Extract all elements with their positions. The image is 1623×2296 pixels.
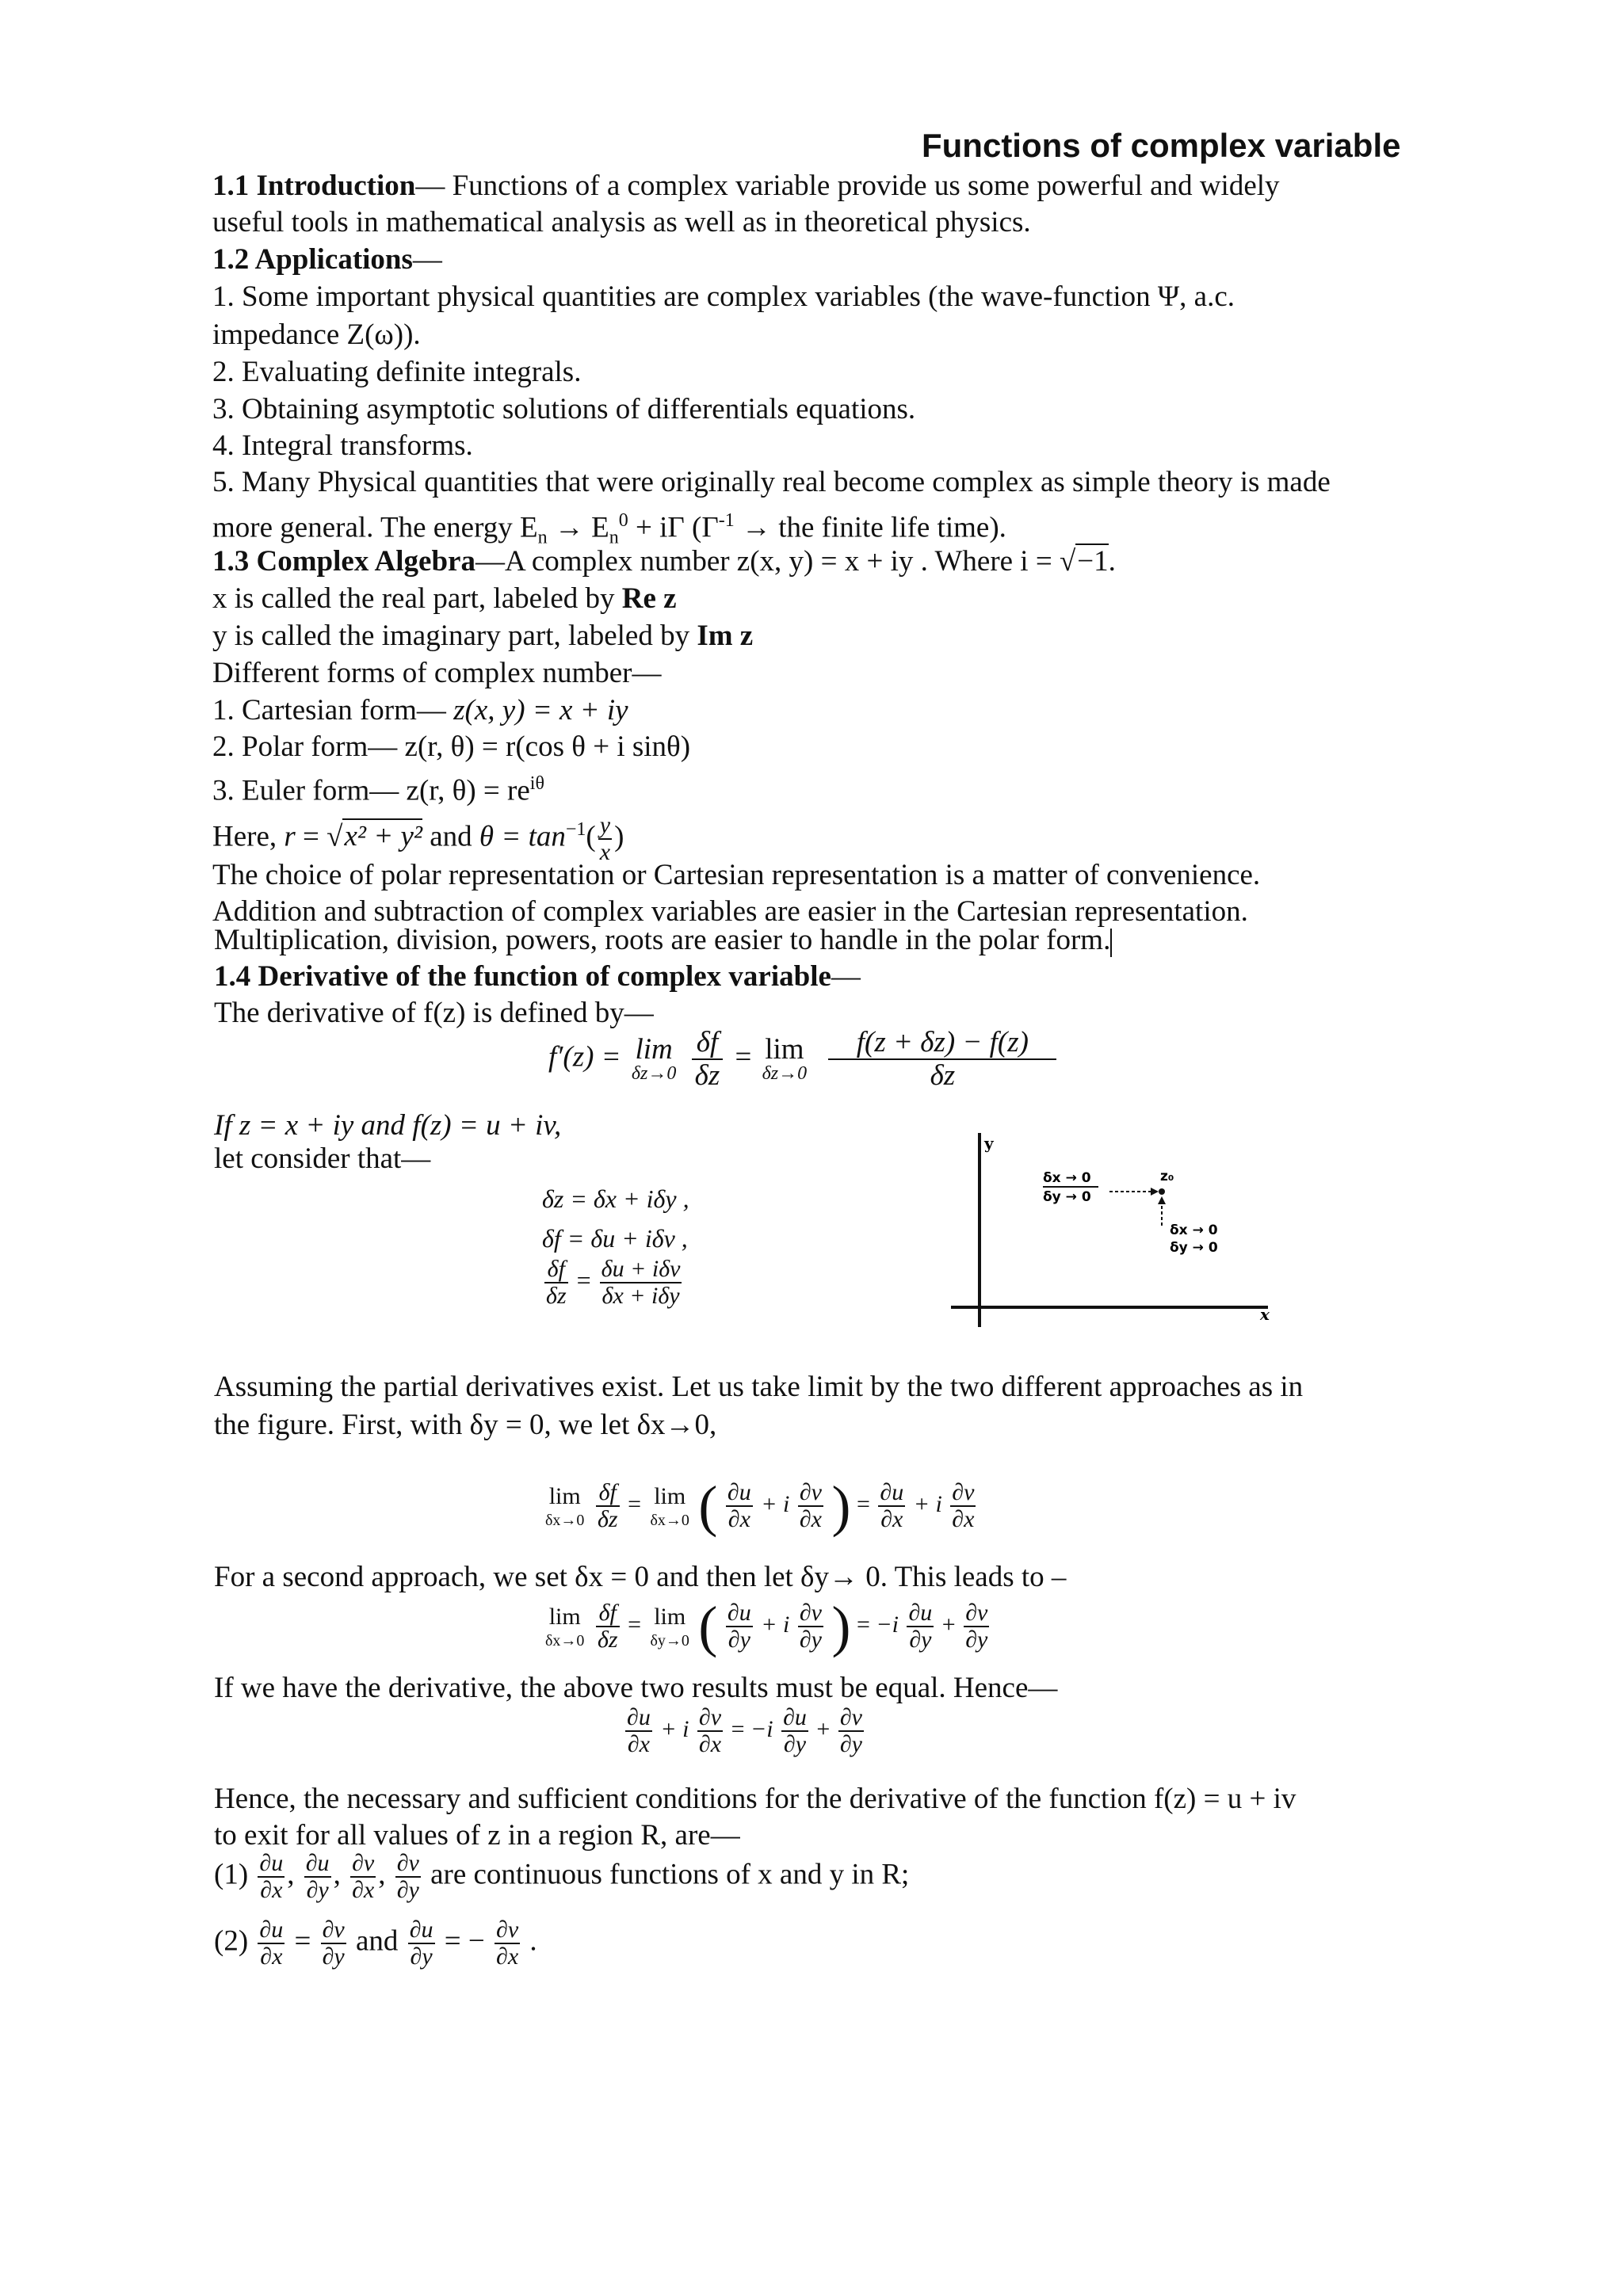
section-heading: 1.1 Introduction [212,170,416,202]
applications-heading: 1.2 Applications— [212,243,442,276]
app-item-1: 1. Some important physical quantities are complex variables (the wave-function Ψ, a.c. [212,280,1235,313]
vertical-approach-label-2: δy → 0 [1170,1240,1218,1256]
if-z-line: If z = x + iy and f(z) = u + iv, [214,1109,562,1142]
forms-line: Different forms of complex number— [212,657,662,689]
app-item-5: 5. Many Physical quantities that were originally real become complex as simple theory is made [212,466,1331,498]
derivative-defined: The derivative of f(z) is defined by— [214,997,654,1029]
app-item-2: 2. Evaluating definite integrals. [212,356,582,388]
assume-line-2: the figure. First, with δy = 0, we let δx→0, [214,1409,717,1441]
addition-line: Addition and subtraction of complex variables are easier in the Cartesian representation. [212,895,1248,928]
complex-algebra-line: 1.3 Complex Algebra—A complex number z(x, y) = x + iy . Where i = √−1. [212,545,1116,578]
app-item-4: 4. Integral transforms. [212,429,473,462]
z0-label: z₀ [1160,1169,1174,1184]
delta-f-eq: δf = δu + iδv , [542,1224,688,1253]
intro-line-2: useful tools in mathematical analysis as well as in theoretical physics. [212,206,1031,238]
horizontal-approach-arrow [1151,1188,1159,1196]
z0-point [1159,1188,1165,1195]
hence-line-1: Hence, the necessary and sufficient conditions for the derivative of the function f(z) = u + iv [214,1783,1296,1815]
second-approach-equation: lim δx→0 $\frac{\delta f}{\delta z}$ = lim δy→0 ( $\frac{\partial u}{\partial y}$ + i $\frac{\partial v}{\partial y}$ ) = −i $\frac{\partial u}{\partial y}$ + $\frac{\partial v}{\partial y}$ [545,1595,988,1658]
condition-1: (1) $\frac{\partial u}{\partial x}$ , $\frac{\partial u}{\partial y}$ , $\frac{\partial v}{\partial x}$ , $\frac{\partial v}{\partial y}$ are continuous functions of x and y in R; [214,1850,910,1903]
second-approach-line: For a second approach, we set δx = 0 and then let δy→ 0. This leads to – [214,1561,1067,1593]
equality-equation: $\frac{\partial u}{\partial x}$ + i $\frac{\partial v}{\partial x}$ = −i $\frac{\partial u}{\partial y}$ + $\frac{\partial v}{\partial y}$ [627,1704,862,1757]
intro-line-1: 1.1 Introduction— Functions of a complex variable provide us some powerful and widely [212,170,1280,202]
let-consider-line: let consider that— [214,1142,431,1175]
app-item-5b: more general. The energy $E_n \to E_n^0 + i\Gamma$ ($\Gamma^{-1}$ → the finite life time). [212,510,1006,548]
delta-z-eq: δz = δx + iδy , [542,1184,689,1213]
app-item-3: 3. Obtaining asymptotic solutions of differentials equations. [212,393,916,425]
vertical-approach-label-1: δx → 0 [1170,1222,1218,1238]
approach-diagram [935,1125,1284,1355]
hence-line-2: to exit for all values of z in a region R, are— [214,1819,740,1852]
real-part-line: x is called the real part, labeled by Re z [212,582,677,615]
assume-line-1: Assuming the partial derivatives exist. Let us take limit by the two different approaches as in [214,1371,1304,1403]
vertical-approach-arrow [1158,1196,1166,1204]
app-item-1b: impedance Z(ω)). [212,318,421,351]
ratio-eq: $\frac{\delta f}{\delta z}$ = $\frac{\text{δu + iδv}}{\text{δx + iδy}}$ [546,1256,681,1309]
polar-form: 2. Polar form— z(r, θ) = r(cos θ + i sinθ) [212,730,691,763]
here-line: Here, r = √x² + y² and $\theta = \tan^{-1}$( $\frac{y}{x}$ ) [212,811,624,865]
first-approach-equation: lim δx→0 $\frac{\delta f}{\delta z}$ = lim δx→0 ( $\frac{\partial u}{\partial x}$ + i $\frac{\partial v}{\partial x}$ ) = $\frac{\partial u}{\partial x}$ + i $\frac{\partial v}{\partial x}$ [545,1474,975,1538]
derivative-definition-equation: f′(z) = lim δz→0 $\frac{\delta f}{\delta z}$ = lim δz→0 $\frac{f(z + \delta z) - f(z)}{\delta z}$ [548,1027,1061,1092]
horizontal-approach-label-1: δx → 0 [1043,1170,1091,1186]
cartesian-form: 1. Cartesian form— z(x, y) = x + iy [212,694,628,727]
derivative-heading: 1.4 Derivative of the function of complex variable— [214,960,861,993]
text-cursor [1110,929,1112,957]
y-axis-label: y [984,1134,994,1153]
condition-2: (2) $\frac{\partial u}{\partial x}$ = $\frac{\partial v}{\partial y}$ and $\frac{\partial u}{\partial y}$ = − $\frac{\partial v}{\partial x}$ . [214,1917,537,1970]
page-title: Functions of complex variable [922,127,1401,164]
choice-line: The choice of polar representation or Cartesian representation is a matter of convenience. [212,859,1261,891]
if-we-have-line: If we have the derivative, the above two results must be equal. Hence— [214,1672,1058,1704]
euler-form: 3. Euler form— z(r, $\theta) = re^{i\theta}$ [212,773,544,807]
multiplication-line: Multiplication, division, powers, roots are easier to handle in the polar form. [214,924,1111,956]
horizontal-approach-label-2: δy → 0 [1043,1189,1091,1205]
x-axis-label: x [1260,1305,1270,1324]
imag-part-line: y is called the imaginary part, labeled by Im z [212,620,754,652]
